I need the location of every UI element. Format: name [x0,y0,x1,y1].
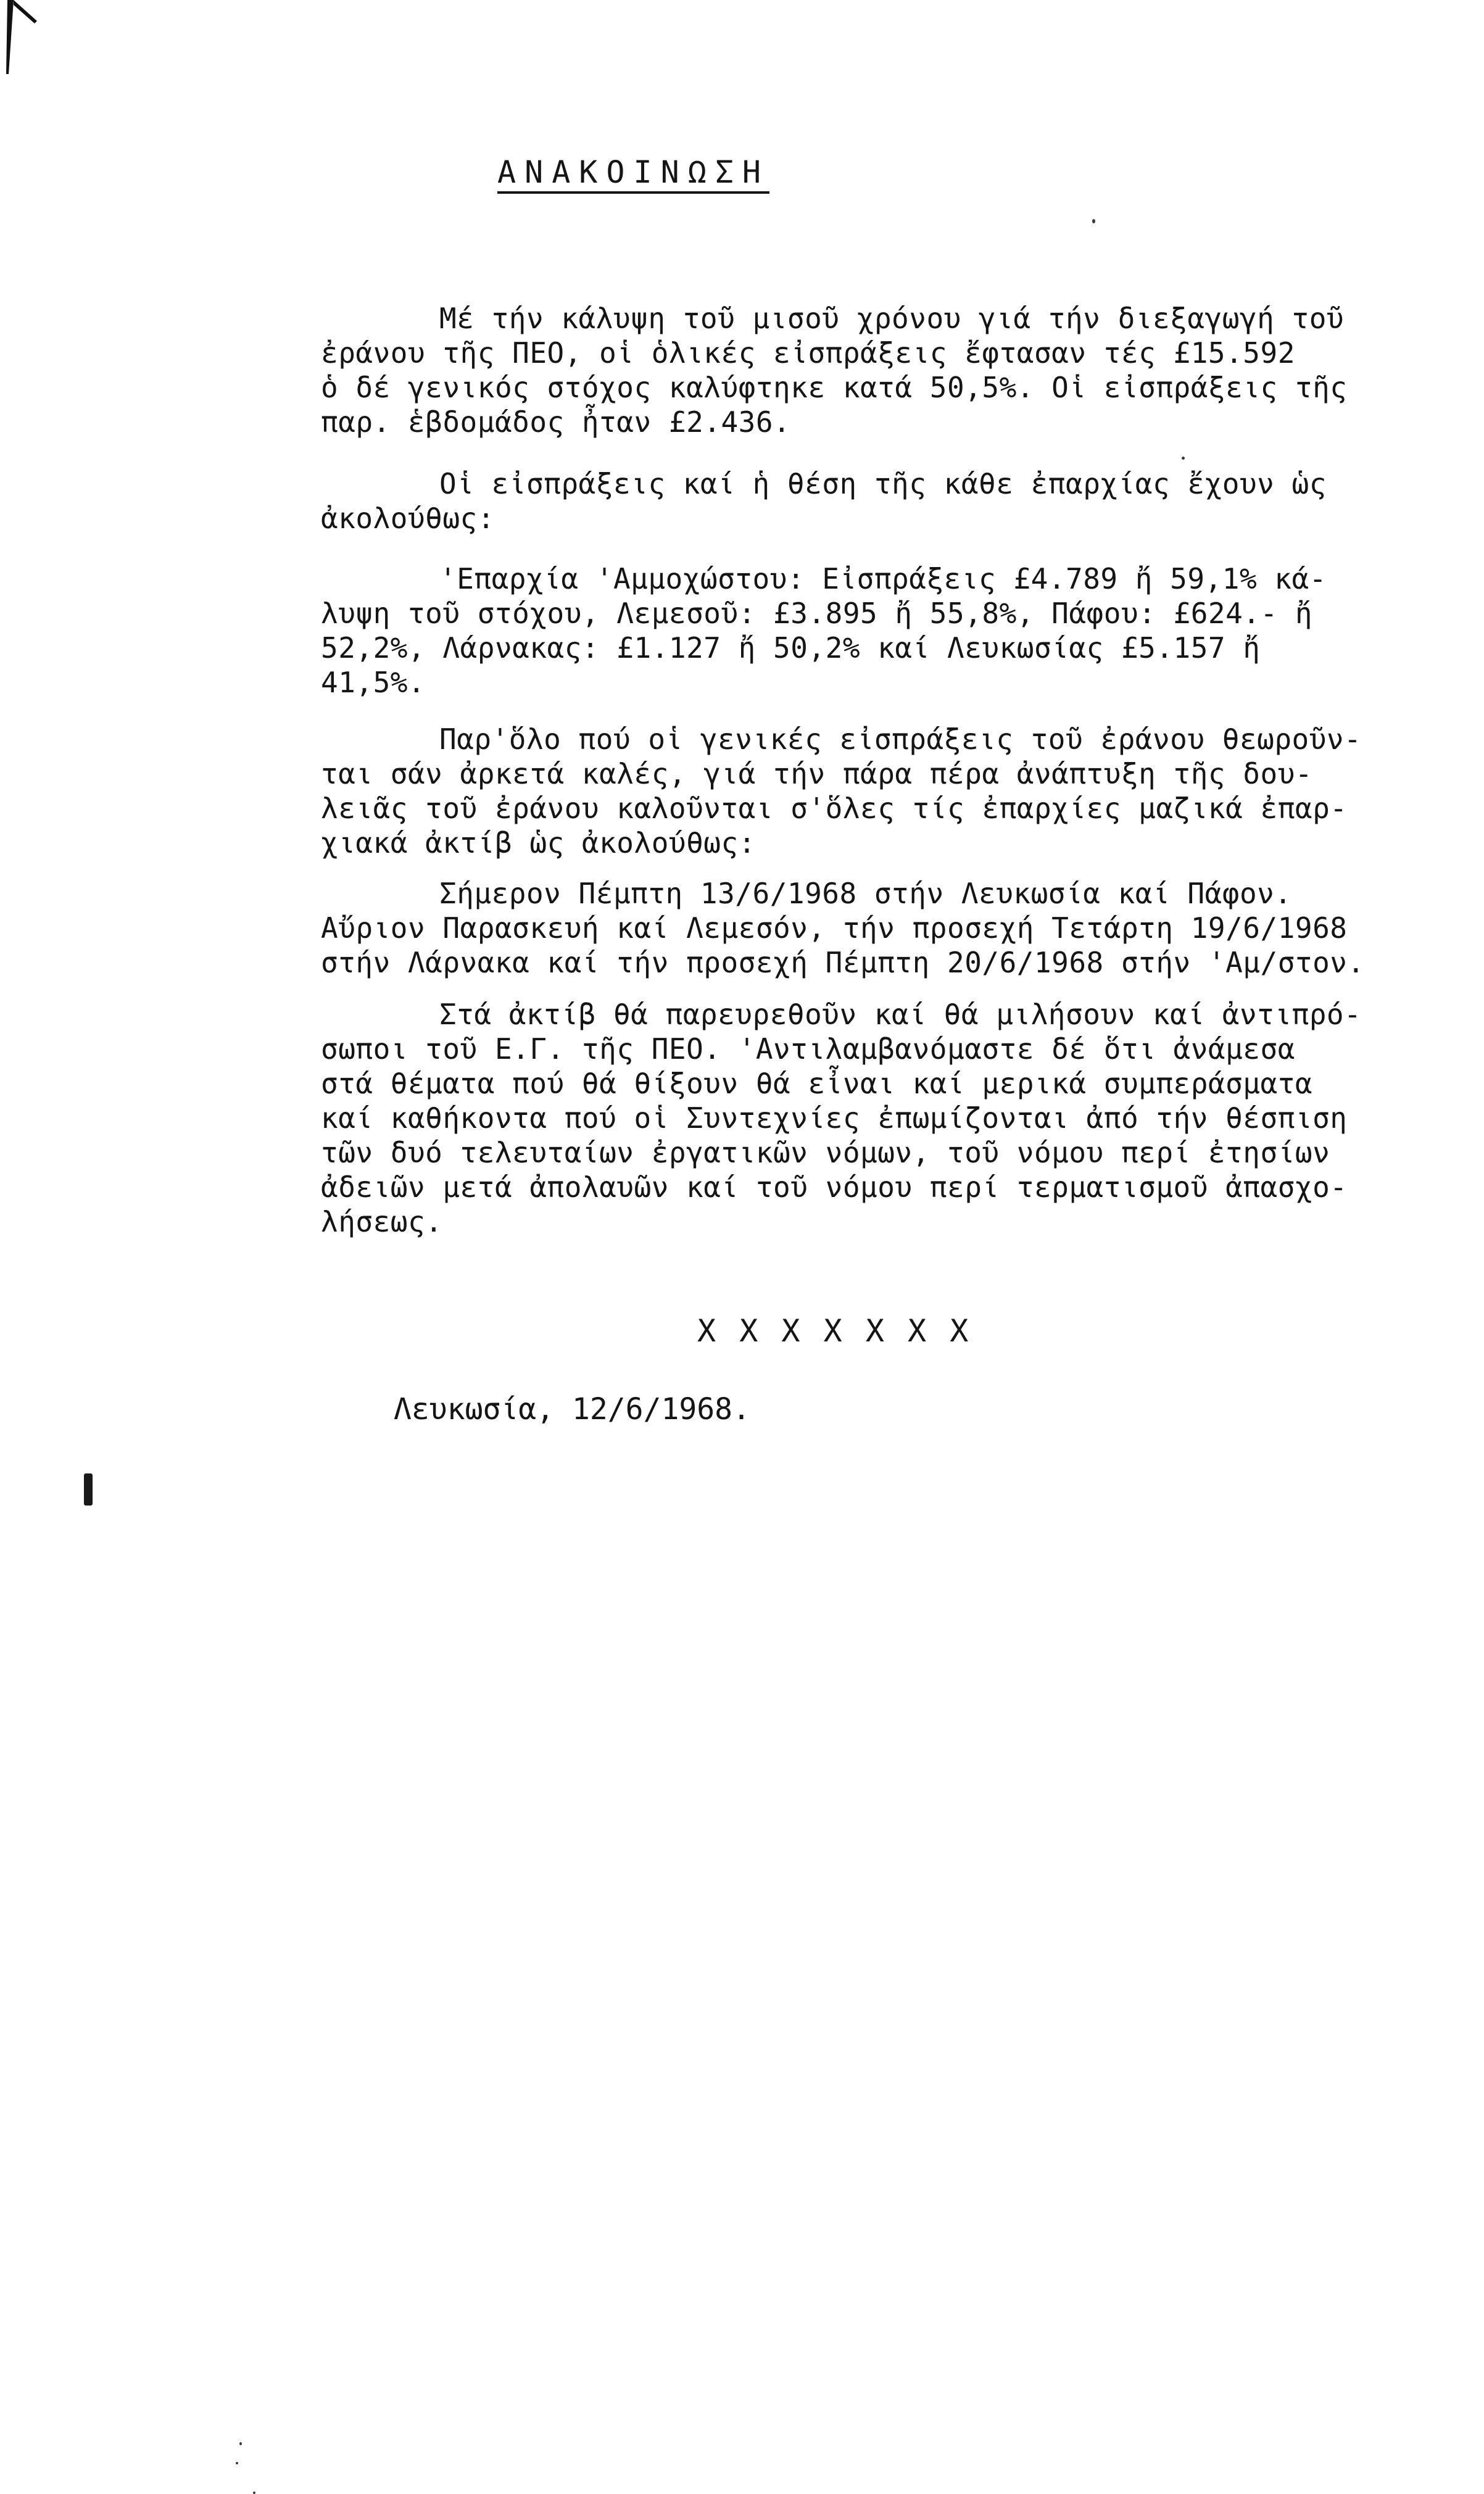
document-title: ΑΝΑΚΟΙΝΩΣΗ [497,154,770,190]
paragraph-3-line-1: 'Επαρχία 'Αμμοχώστου: Εἰσπράξεις £4.789 ἤ 59,1% κά- [439,562,1327,595]
paragraph-1-line-3: ὁ δέ γενικός στόχος καλύφτηκε κατά 50,5%. Οἱ εἰσπράξεις τῆς [321,371,1348,404]
paragraph-1-line-2: ἐράνου τῆς ΠΕΟ, οἱ ὁλικές εἰσπράξεις ἔφτασαν τές £15.592 [321,336,1295,370]
paragraph-2-line-1: Οἱ εἰσπράξεις καί ἡ θέση τῆς κάθε ἐπαρχίας ἔχουν ὡς [439,467,1327,500]
paragraph-4-line-4: χιακά ἀκτίβ ὡς ἀκολούθως: [321,826,756,860]
paragraph-4-line-2: ται σάν ἀρκετά καλές, γιά τήν πάρα πέρα ἀνάπτυξη τῆς δου- [321,757,1313,790]
paragraph-4-line-1: Παρ'ὅλο πού οἱ γενικές εἰσπράξεις τοῦ ἐράνου θεωροῦν- [439,723,1362,756]
paragraph-6-line-3: στά θέματα πού θά θίξουν θά εἶναι καί μερικά συμπεράσματα [321,1067,1313,1100]
scan-speck [253,2492,255,2494]
scan-speck [1092,219,1095,223]
scan-speck [1182,457,1185,460]
scan-speck [236,2462,238,2464]
scan-speck [239,2442,242,2445]
paragraph-6-line-1: Στά ἀκτίβ θά παρευρεθοῦν καί θά μιλήσουν καί ἀντιπρό- [439,998,1362,1031]
paragraph-5-line-3: στήν Λάρνακα καί τήν προσεχή Πέμπτη 20/6/1968 στήν 'Αμ/στον. [321,946,1365,979]
paragraph-1-line-1: Μέ τήν κάλυψη τοῦ μισοῦ χρόνου γιά τήν διεξαγωγή τοῦ [439,302,1345,335]
paragraph-3-line-2: λυψη τοῦ στόχου, Λεμεσοῦ: £3.895 ἤ 55,8%, Πάφου: £624.- ἤ [321,597,1313,630]
place-and-date: Λευκωσία, 12/6/1968. [394,1392,750,1427]
paragraph-4-line-3: λειᾶς τοῦ ἐράνου καλοῦνται σ'ὅλες τίς ἐπαρχίες μαζικά ἐπαρ- [321,792,1348,825]
paragraph-6-line-5: τῶν δυό τελευταίων ἐργατικῶν νόμων, τοῦ νόμου περί ἐτησίων [321,1136,1330,1169]
scan-mark-left [84,1473,93,1506]
paragraph-5-line-1: Σήμερον Πέμπτη 13/6/1968 στήν Λευκωσία καί Πάφον. [439,877,1292,910]
paragraph-5-line-2: Αὔριον Παρασκευή καί Λεμεσόν, τήν προσεχή Τετάρτη 19/6/1968 [321,911,1348,945]
paragraph-6-line-7: λήσεως. [321,1205,443,1238]
paragraph-1-line-4: παρ. ἑβδομάδος ἦταν £2.436. [321,405,791,439]
paragraph-2-line-2: ἀκολούθως: [321,502,495,535]
paragraph-6-line-6: ἀδειῶν μετά ἀπολαυῶν καί τοῦ νόμου περί τερματισμοῦ ἀπασχο- [321,1170,1348,1204]
section-divider: X X X X X X X [697,1313,971,1349]
paragraph-3-line-4: 41,5%. [321,666,426,699]
paragraph-3-line-3: 52,2%, Λάρνακας: £1.127 ἤ 50,2% καί Λευκωσίας £5.157 ἤ [321,631,1261,665]
paragraph-6-line-4: καί καθήκοντα πού οἱ Συντεχνίες ἐπωμίζονται ἀπό τήν θέσπιση [321,1101,1348,1135]
scan-mark-corner [5,0,42,77]
paragraph-6-line-2: σωποι τοῦ Ε.Γ. τῆς ΠΕΟ. 'Αντιλαμβανόμαστε δέ ὅτι ἀνάμεσα [321,1032,1295,1066]
